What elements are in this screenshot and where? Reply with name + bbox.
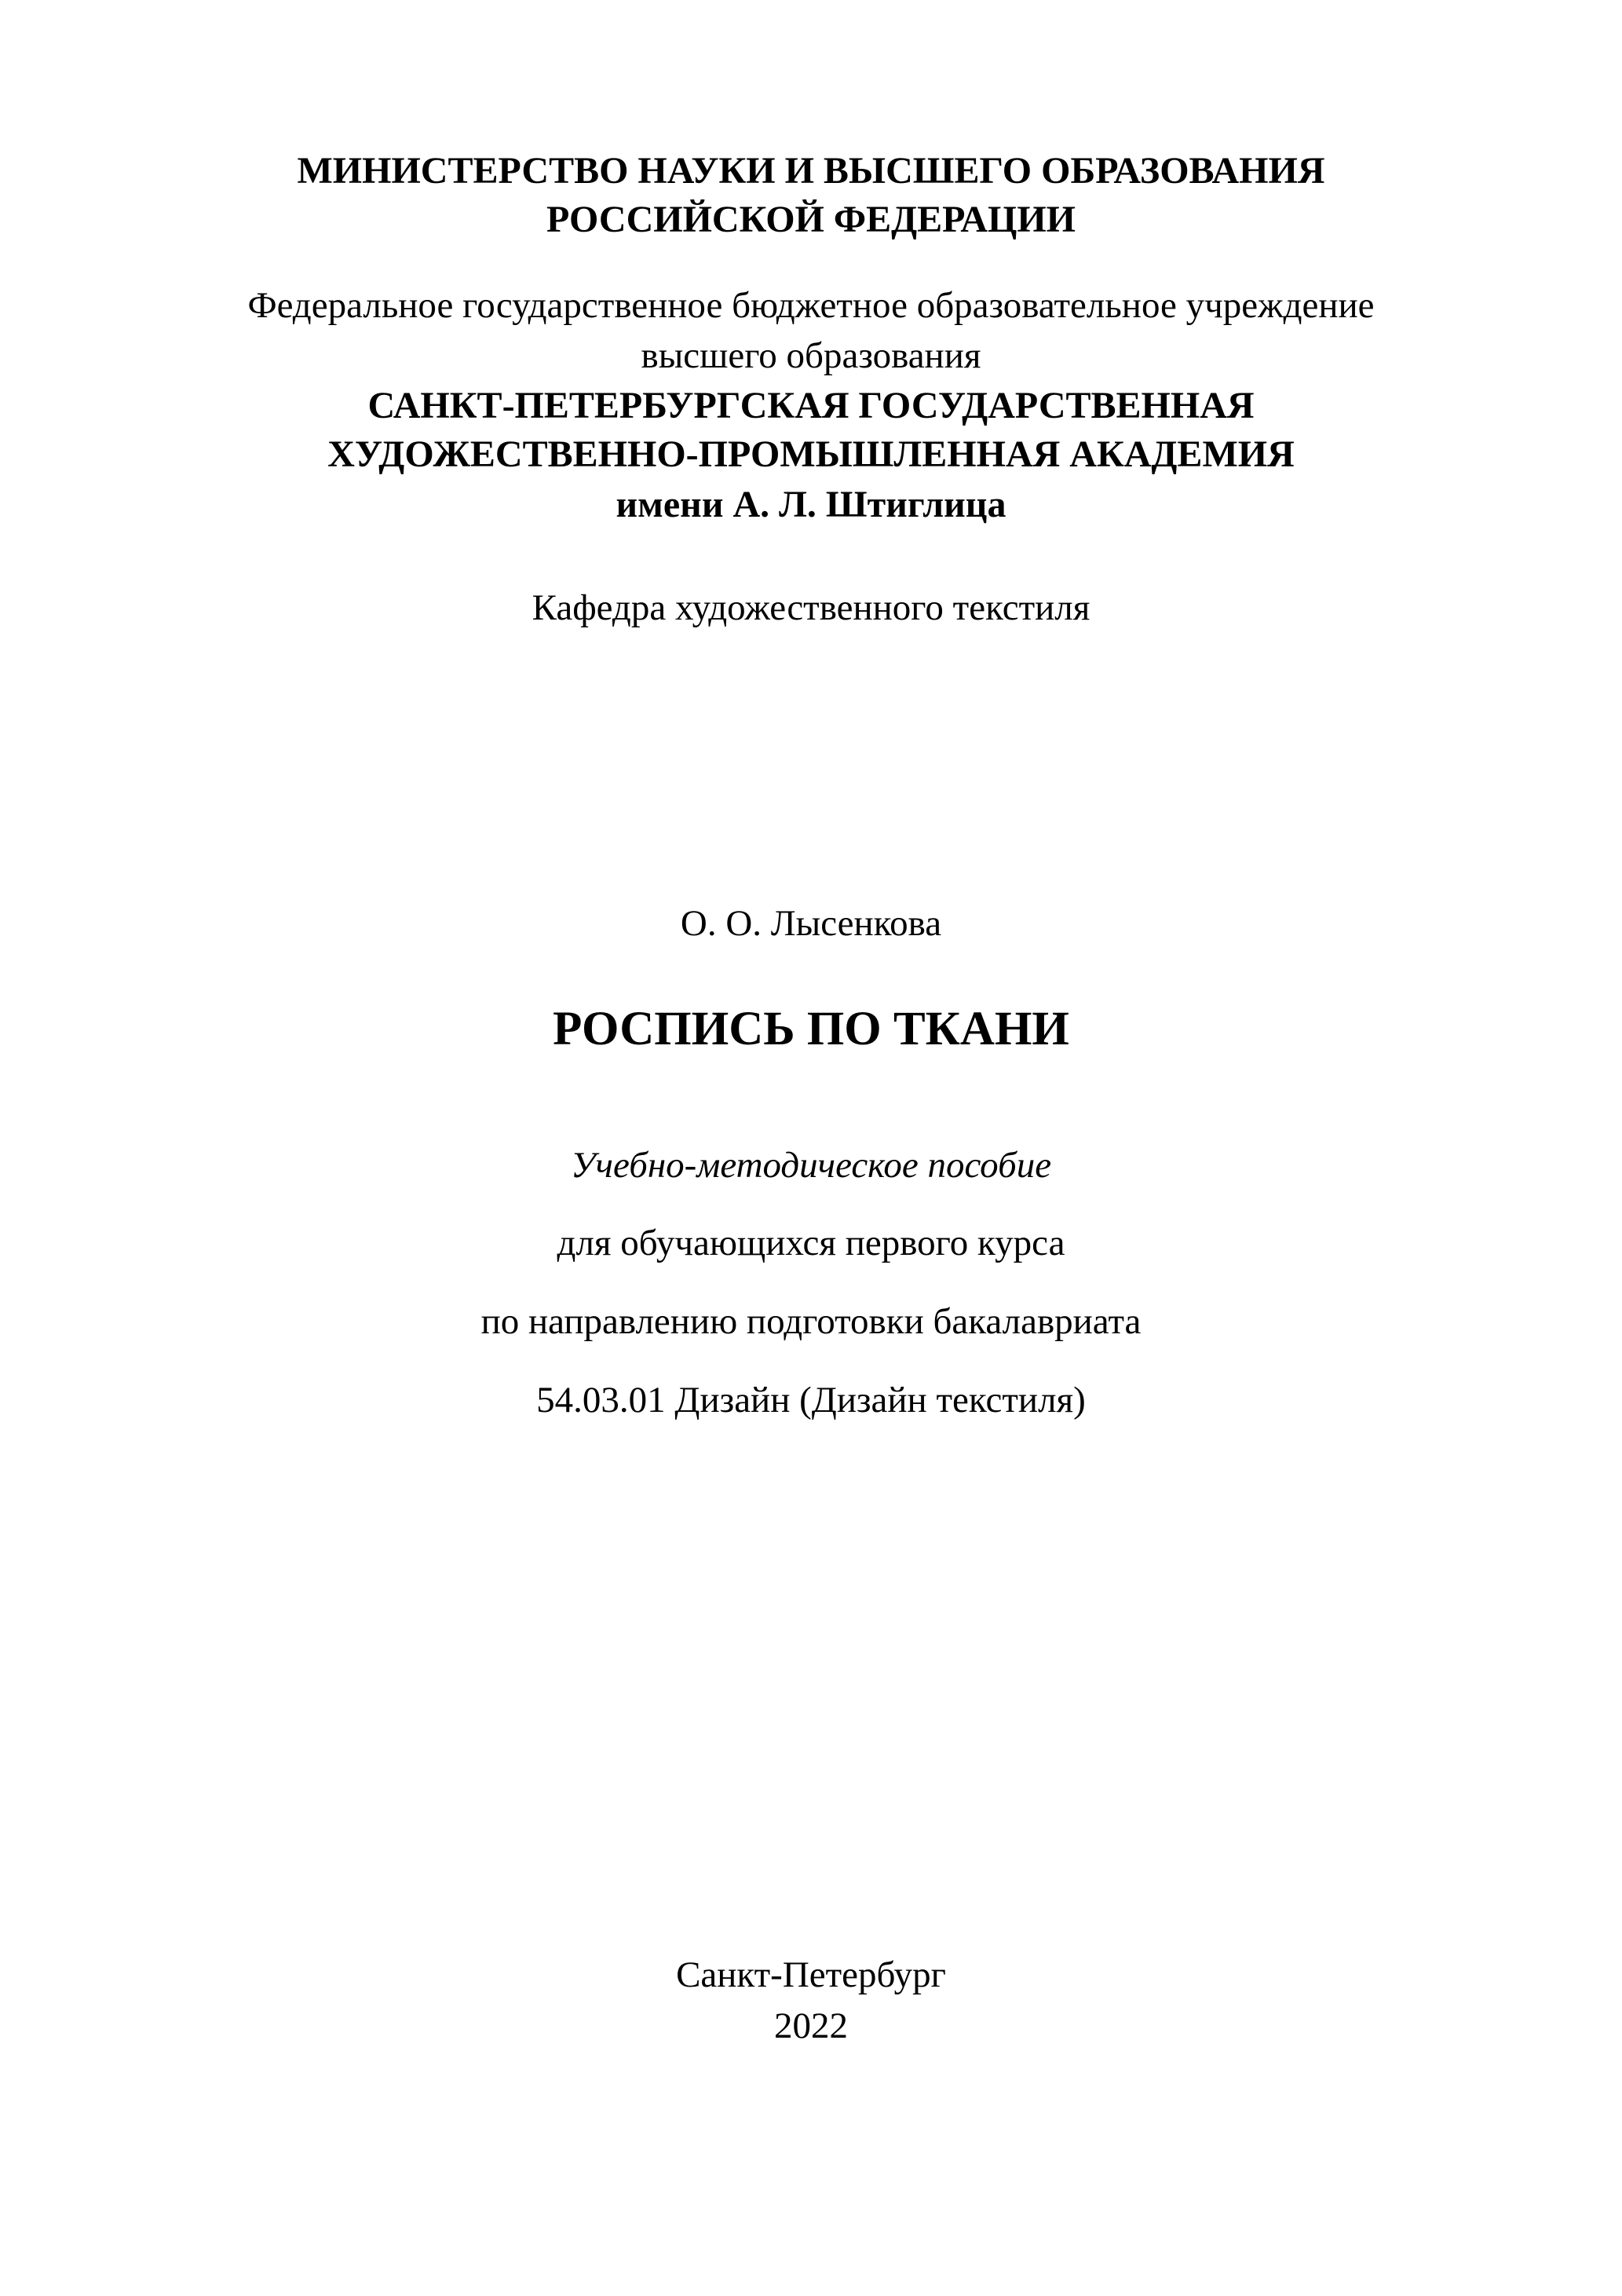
document-title: РОСПИСЬ ПО ТКАНИ: [553, 1003, 1069, 1055]
institution-type-line-1: Федеральное государственное бюджетное образовательное учреждение: [247, 285, 1375, 326]
author: О. О. Лысенкова: [680, 903, 942, 944]
audience-line-1: для обучающихся первого курса: [557, 1223, 1065, 1263]
institution-name-line-1: САНКТ-ПЕТЕРБУРГСКАЯ ГОСУДАРСТВЕННАЯ: [367, 385, 1255, 426]
city: Санкт-Петербург: [676, 1954, 946, 1995]
audience-line-2: по направлению подготовки бакалавриата: [480, 1301, 1142, 1342]
institution-name-line-3: имени А. Л. Штиглица: [616, 484, 1006, 525]
ministry-line-1: МИНИСТЕРСТВО НАУКИ И ВЫСШЕГО ОБРАЗОВАНИЯ: [297, 150, 1325, 192]
department: Кафедра художественного текстиля: [532, 587, 1090, 628]
publication-type: Учебно-методическое пособие: [570, 1145, 1052, 1186]
ministry-line-2: РОССИЙСКОЙ ФЕДЕРАЦИИ: [546, 199, 1076, 240]
institution-type-line-2: высшего образования: [641, 335, 981, 376]
institution-name-line-2: ХУДОЖЕСТВЕННО-ПРОМЫШЛЕННАЯ АКАДЕМИЯ: [327, 433, 1295, 475]
program: 54.03.01 Дизайн (Дизайн текстиля): [536, 1380, 1086, 1420]
year: 2022: [774, 2005, 848, 2046]
